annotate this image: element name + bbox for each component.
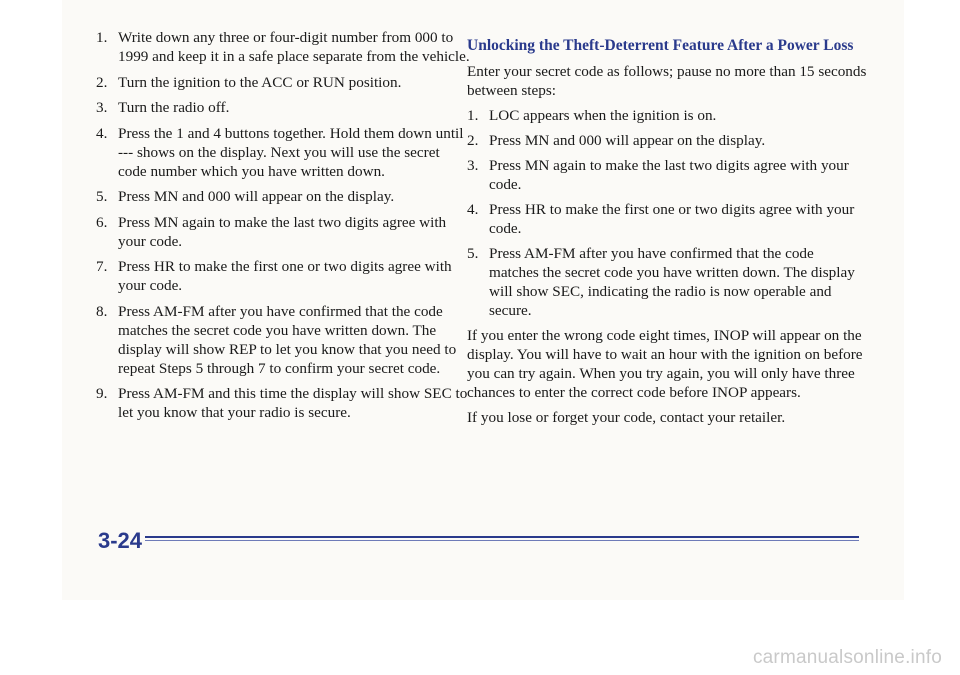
intro-paragraph: Enter your secret code as follows; pause no more than 15 seconds between steps: (467, 63, 867, 99)
unlock-step (467, 156, 867, 194)
setup-step (96, 124, 471, 181)
setup-steps-list (96, 28, 471, 422)
step-text: Press HR to make the first one or two digits agree with your code. (118, 258, 452, 294)
step-text: Press HR to make the first one or two digits agree with your code. (489, 201, 855, 237)
section-heading: Unlocking the Theft-Deterrent Feature After a Power Loss (467, 37, 854, 54)
step-number: 5. (96, 188, 108, 205)
step-number: 2. (467, 132, 479, 149)
step-number: 1. (96, 29, 108, 46)
step-number: 6. (96, 213, 108, 231)
step-text: LOC appears when the ignition is on. (489, 107, 717, 124)
step-number: 4. (96, 124, 108, 142)
unlock-step (467, 131, 867, 150)
step-text: Press MN and 000 will appear on the display. (118, 188, 395, 205)
setup-step (96, 213, 471, 251)
step-number: 3. (96, 99, 108, 116)
step-text: Press MN again to make the last two digits agree with your code. (118, 213, 447, 250)
step-number: 5. (467, 245, 479, 262)
footer-rule-thin (145, 540, 859, 541)
step-text: Press MN again to make the last two digits agree with your code. (489, 157, 849, 193)
setup-step (96, 187, 471, 206)
step-number: 2. (96, 73, 108, 91)
right-column (467, 28, 867, 433)
setup-step (96, 257, 471, 295)
lost-code-paragraph: If you lose or forget your code, contact your retailer. (467, 409, 786, 426)
footer-rule (145, 536, 859, 538)
step-text: Press AM-FM after you have confirmed that the code matches the secret code you have written down. The display will show SEC, indicating the radio is now operable and secure. (489, 245, 855, 319)
unlock-step (467, 244, 867, 320)
step-text: Turn the radio off. (118, 99, 230, 116)
step-text: Press AM-FM and this time the display will show SEC to let you know that your radio is secure. (118, 385, 468, 421)
step-text: Press MN and 000 will appear on the display. (489, 132, 766, 149)
wrong-code-paragraph: If you enter the wrong code eight times, INOP will appear on the display. You will have to wait an hour with the ignition on before you can try again. When you try again, you will only have three chances to enter the correct code before INOP appears. (467, 327, 863, 401)
left-column (96, 28, 471, 429)
step-number: 9. (96, 385, 108, 402)
step-number: 1. (467, 107, 479, 124)
setup-step (96, 302, 471, 378)
step-text: Press AM-FM after you have confirmed that the code matches the secret code you have written down. The display will show REP to let you know that you need to repeat Steps 5 through 7 to confirm your secret code. (118, 302, 457, 377)
unlock-step (467, 200, 867, 238)
page-number: 3-24 (98, 528, 143, 553)
unlock-step (467, 106, 867, 125)
step-number: 3. (467, 157, 479, 174)
step-number: 7. (96, 258, 108, 275)
setup-step (96, 98, 471, 117)
step-text: Write down any three or four-digit number from 000 to 1999 and keep it in a safe place separate from the vehicle. (118, 29, 470, 65)
setup-step (96, 384, 471, 422)
step-number: 4. (467, 201, 479, 218)
step-text: Press the 1 and 4 buttons together. Hold them down until --- shows on the display. Next you will use the secret code number which you have written down. (118, 124, 464, 180)
setup-step (96, 28, 471, 66)
setup-step (96, 73, 471, 92)
step-text: Turn the ignition to the ACC or RUN position. (118, 73, 402, 91)
step-number: 8. (96, 302, 108, 320)
watermark: carmanualsonline.info (752, 647, 942, 668)
unlock-steps-list (467, 106, 867, 320)
